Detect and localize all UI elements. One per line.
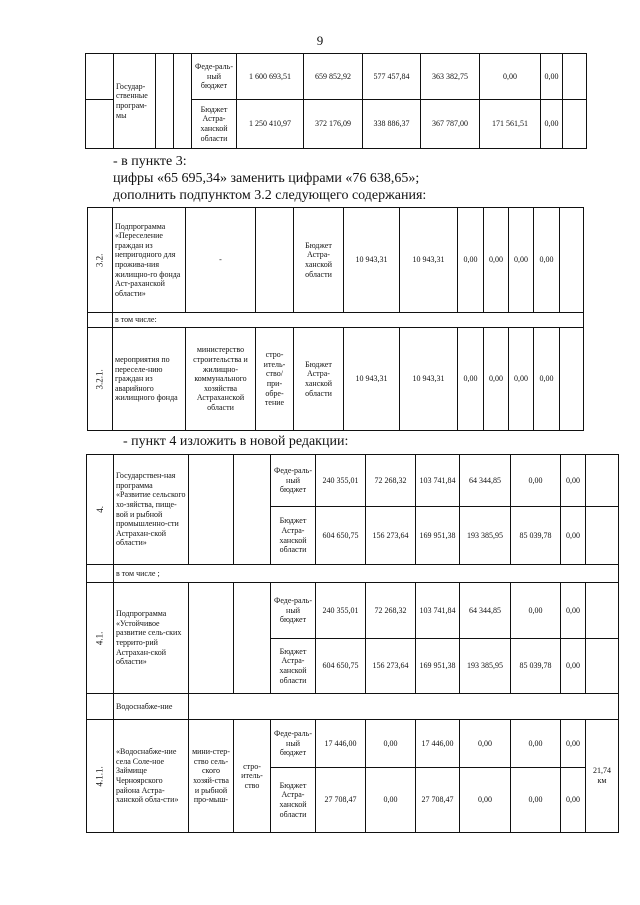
amount-total: 10 943,31 (344, 208, 400, 313)
amount-year2: 103 741,84 (416, 583, 460, 639)
row-number: 3.2.1. (88, 328, 113, 431)
including-label: в том числе ; (114, 565, 619, 583)
amount-year5: 0,00 (561, 507, 586, 565)
amount-year3: 64 344,85 (460, 583, 511, 639)
instruction-add-subpoint: дополнить подпунктом 3.2 следующего содержания: (113, 188, 427, 203)
amount-year1: 0,00 (366, 720, 416, 768)
amount-year1: 72 268,32 (366, 455, 416, 507)
amount-year1: 156 273,64 (366, 507, 416, 565)
amount-year4: 85 039,78 (511, 507, 561, 565)
budget-source-regional: Бюджет Астра-ханской области (294, 328, 344, 431)
amount-year5: 0,00 (534, 208, 560, 313)
state-programs-table (85, 53, 587, 149)
amount-year4: 85 039,78 (511, 639, 561, 694)
program-name: Государствен-ная программа «Развитие сельского хо-зяйства, пище-вой и рыбной промышленно-сти Астрахан-ской области» (114, 455, 189, 565)
amount-year5: 0,00 (534, 328, 560, 431)
amount-total: 240 355,01 (316, 455, 366, 507)
amount-year5: 0,00 (561, 639, 586, 694)
amount-total: 27 708,47 (316, 768, 366, 833)
work-type: стро-итель-ство/ при-обре-тение (256, 328, 294, 431)
budget-source-regional: Бюджет Астра-ханской области (192, 100, 237, 149)
amount-year5: 0,00 (541, 54, 563, 100)
amount-year1: 10 943,31 (400, 208, 458, 313)
amount-year4: 0,00 (511, 583, 561, 639)
amount-year2: 338 886,37 (363, 100, 421, 149)
amount-year2: 169 951,38 (416, 639, 460, 694)
amount-year3: 0,00 (460, 720, 511, 768)
amount-year5: 0,00 (541, 100, 563, 149)
amount-total: 17 446,00 (316, 720, 366, 768)
amount-total: 1 250 410,97 (237, 100, 304, 149)
amount-total: 604 650,75 (316, 639, 366, 694)
amount-total: 240 355,01 (316, 583, 366, 639)
budget-source-regional: Бюджет Астра-ханской области (271, 507, 316, 565)
budget-source-regional: Бюджет Астра-ханской области (271, 768, 316, 833)
amount-year4: 0,00 (511, 455, 561, 507)
amount-year4: 0,00 (511, 720, 561, 768)
row-number: 3.2. (88, 208, 113, 313)
amount-year1: 156 273,64 (366, 639, 416, 694)
subprogram-3-2-table (87, 207, 584, 431)
amount-year3: 367 787,00 (421, 100, 480, 149)
executor: мини-стер-ство сель-ского хозяй-ства и рыбной про-мыш- (189, 720, 234, 833)
amount-year5: 0,00 (561, 768, 586, 833)
amount-total: 10 943,31 (344, 328, 400, 431)
amount-year1: 372 176,09 (304, 100, 363, 149)
subprogram-name: Подпрограмма «Переселение граждан из непригодного для прожива-ния жилищно-го фонда Аст-раханской области» (113, 208, 186, 313)
instruction-replace-figures: цифры «65 695,34» заменить цифрами «76 638,65»; (113, 171, 420, 186)
amount-year4: 0,00 (480, 54, 541, 100)
amount-year2: 103 741,84 (416, 455, 460, 507)
budget-source-federal: Феде-раль-ный бюджет (192, 54, 237, 100)
amount-year5: 0,00 (561, 455, 586, 507)
amount-year3: 64 344,85 (460, 455, 511, 507)
budget-source-federal: Феде-раль-ный бюджет (271, 720, 316, 768)
row-number: 4. (87, 455, 114, 565)
measure-name: мероприятия по переселе-нию граждан из аварийного жилищного фонда (113, 328, 186, 431)
amount-year3: 0,00 (484, 328, 509, 431)
instruction-point3: - в пункте 3: (113, 154, 187, 169)
amount-year1: 659 852,92 (304, 54, 363, 100)
measure-name: «Водоснабже-ние села Соле-ное Займище Черноярского района Астра-ханской обла-сти» (114, 720, 189, 833)
amount-year4: 0,00 (509, 208, 534, 313)
amount-total: 1 600 693,51 (237, 54, 304, 100)
amount-year1: 72 268,32 (366, 583, 416, 639)
program-name: Государ-ственные програм-мы (114, 54, 156, 149)
row-number: 4.1. (87, 583, 114, 694)
amount-year2: 17 446,00 (416, 720, 460, 768)
budget-source-federal: Феде-раль-ный бюджет (271, 455, 316, 507)
budget-source-regional: Бюджет Астра-ханской области (271, 639, 316, 694)
amount-year2: 27 708,47 (416, 768, 460, 833)
executor: министерство строительства и жилищно-коммунального хозяйства Астраханской области (186, 328, 256, 431)
work-type: стро-итель-ство (234, 720, 271, 833)
including-label: в том числе: (113, 313, 584, 328)
subprogram-name: Подпрограмма «Устойчивое развитие сель-ских террито-рий Астрахан-ской области» (114, 583, 189, 694)
row-number: 4.1.1. (87, 720, 114, 833)
amount-year4: 0,00 (509, 328, 534, 431)
water-supply-label: Водоснабже-ние (114, 694, 189, 720)
amount-year4: 171 561,51 (480, 100, 541, 149)
capacity-value: 21,74 км (586, 720, 619, 833)
executor-dash: - (186, 208, 256, 313)
amount-year2: 0,00 (458, 328, 484, 431)
amount-year3: 0,00 (460, 768, 511, 833)
amount-year1: 10 943,31 (400, 328, 458, 431)
page-number: 9 (316, 33, 324, 48)
amount-year2: 577 457,84 (363, 54, 421, 100)
amount-year3: 0,00 (484, 208, 509, 313)
amount-year3: 363 382,75 (421, 54, 480, 100)
amount-year1: 0,00 (366, 768, 416, 833)
amount-total: 604 650,75 (316, 507, 366, 565)
amount-year2: 0,00 (458, 208, 484, 313)
amount-year3: 193 385,95 (460, 507, 511, 565)
instruction-point4: - пункт 4 изложить в новой редакции: (123, 434, 349, 449)
budget-source-regional: Бюджет Астра-ханской области (294, 208, 344, 313)
amount-year4: 0,00 (511, 768, 561, 833)
amount-year3: 193 385,95 (460, 639, 511, 694)
amount-year5: 0,00 (561, 720, 586, 768)
amount-year5: 0,00 (561, 583, 586, 639)
amount-year2: 169 951,38 (416, 507, 460, 565)
budget-source-federal: Феде-раль-ный бюджет (271, 583, 316, 639)
program-4-table (86, 454, 619, 833)
